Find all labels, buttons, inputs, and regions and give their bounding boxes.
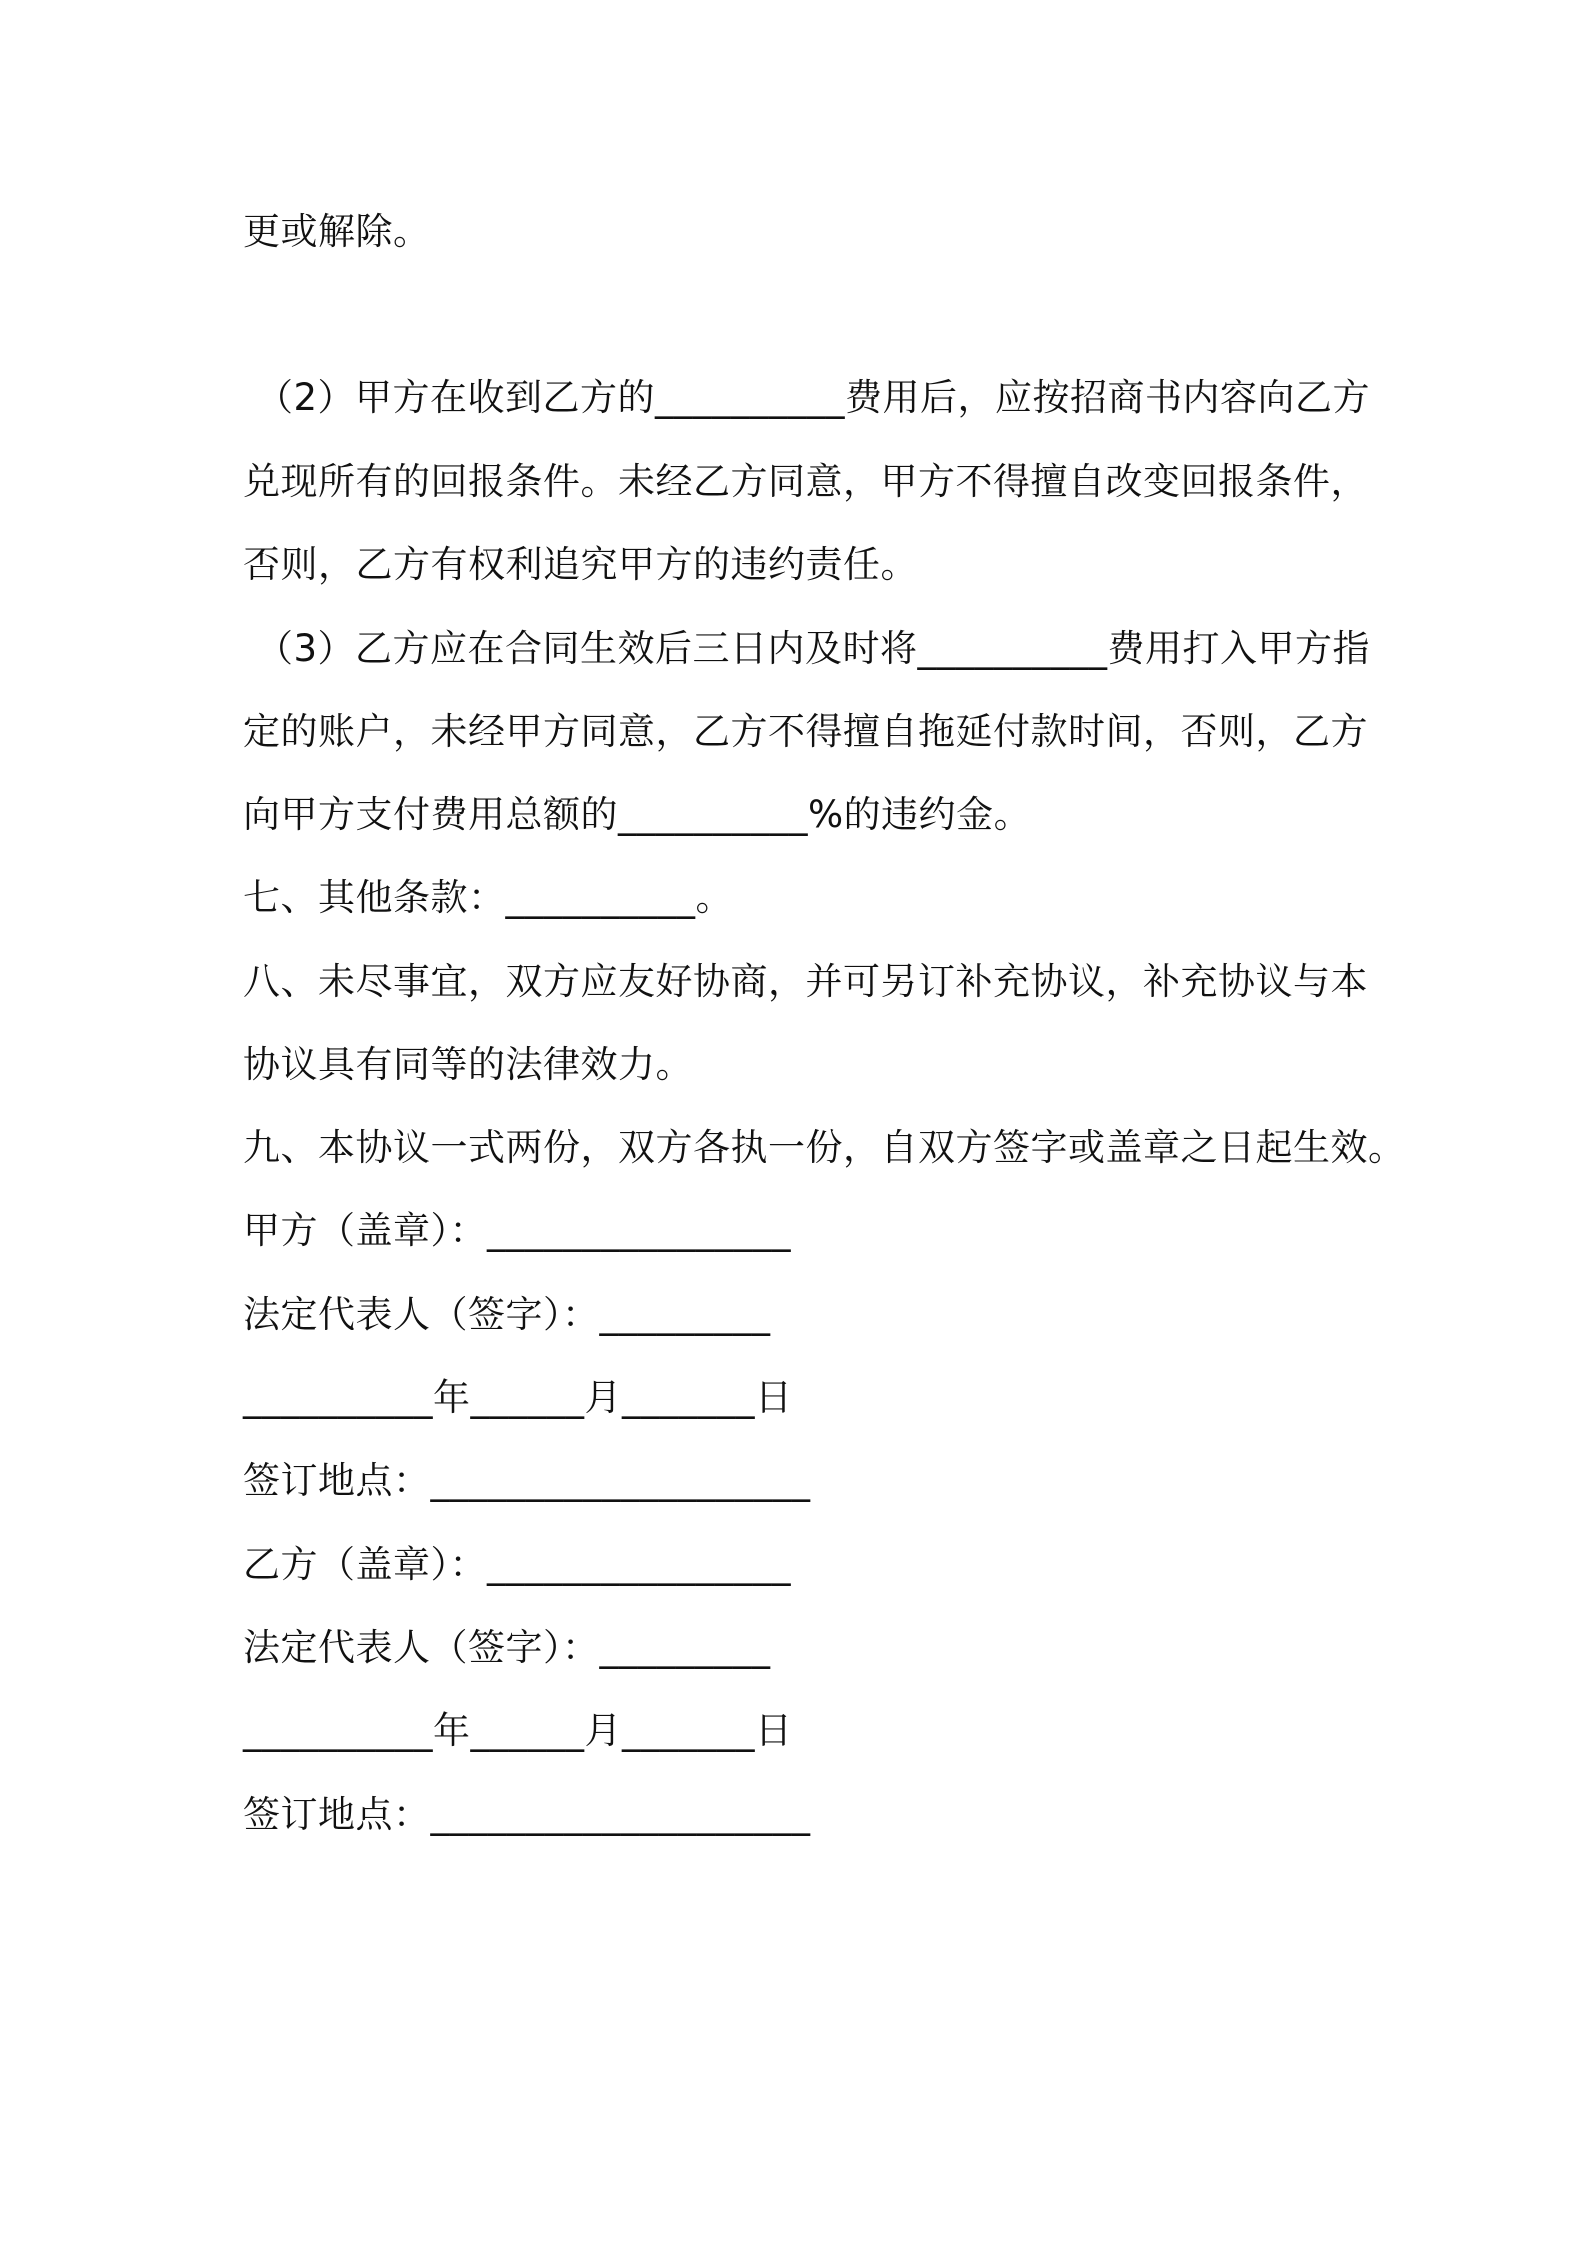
section-9: 九、本协议一式两份，双方各执一份，自双方签字或盖章之日起生效。	[243, 1126, 1406, 1169]
party-b-signing-place: 签订地点：____________________	[243, 1793, 811, 1836]
text-line-continuation: 更或解除。	[243, 210, 431, 253]
section-8-line-2: 协议具有同等的法律效力。	[243, 1043, 693, 1086]
clause-3-line-1: （3）乙方应在合同生效后三日内及时将__________费用打入甲方指	[256, 627, 1371, 670]
party-b-representative: 法定代表人（签字）：_________	[243, 1626, 771, 1669]
section-8-line-1: 八、未尽事宜，双方应友好协商，并可另订补充协议，补充协议与本	[243, 960, 1368, 1003]
clause-2-line-3: 否则，乙方有权利追究甲方的违约责任。	[243, 543, 918, 586]
party-b-date: __________年______月_______日	[243, 1709, 793, 1752]
party-a-signing-place: 签订地点：____________________	[243, 1459, 811, 1502]
clause-2-line-1: （2）甲方在收到乙方的__________费用后，应按招商书内容向乙方	[256, 376, 1371, 419]
party-a-seal: 甲方（盖章）：________________	[243, 1209, 791, 1252]
clause-3-line-2: 定的账户，未经甲方同意，乙方不得擅自拖延付款时间，否则，乙方	[243, 710, 1368, 753]
clause-2-line-2: 兑现所有的回报条件。未经乙方同意，甲方不得擅自改变回报条件，	[243, 460, 1368, 503]
section-7-other-terms: 七、其他条款：__________。	[243, 876, 733, 919]
party-b-seal: 乙方（盖章）：________________	[243, 1543, 791, 1586]
party-a-date: __________年______月_______日	[243, 1376, 793, 1419]
party-a-representative: 法定代表人（签字）：_________	[243, 1293, 771, 1336]
clause-3-line-3: 向甲方支付费用总额的__________%的违约金。	[243, 793, 1032, 836]
